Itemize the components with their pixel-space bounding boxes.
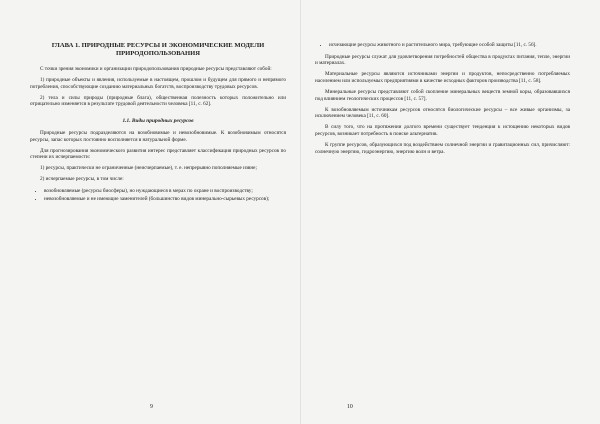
list-item: • исчезающие ресурсы животного и растительного мира, требующие особой защиты [11, с. 56].: [329, 42, 570, 49]
page-number: 10: [347, 404, 353, 410]
paragraph: 2) исчерпаемые ресурсы, в том числе:: [40, 176, 124, 183]
paragraph: 2) тела и силы природы (природные блага), общественная полезность которых положительно или отрицательно изменяется в результате трудовой деятельности человека [11, с. 62].: [30, 94, 286, 108]
list-item: • возобновляемые (ресурсы биосферы), но нуждающиеся в мерах по охране и воспроизводству;: [44, 188, 286, 195]
right-page: [300, 0, 600, 424]
bullet-list: [30, 188, 286, 203]
paragraph: Для прогнозирования экономического развития интерес представляет классификация природных ресурсов по степени их исчерпаемости:: [30, 147, 286, 161]
paragraph: Природные ресурсы подразделяются на возобновимые и невозобновимые. К возобновимым относятся ресурсы, запас которых постоянно восполняется в натуральной форме.: [30, 129, 286, 143]
paragraph: Природные ресурсы служат для удовлетворения потребностей общества в продуктах питания, тепле, энергии и материалах.: [315, 53, 570, 67]
chapter-title: ГЛАВА 1. ПРИРОДНЫЕ РЕСУРСЫ И ЭКОНОМИЧЕСКИЕ МОДЕЛИ ПРИРОДОПОЛЬЗОВАНИЯ: [51, 42, 265, 57]
paragraph: 1) ресурсы, практически не ограниченные (неисчерпаемые), т. е. непрерывно пополняемые извне;: [40, 165, 257, 172]
paragraph: Материальные ресурсы являются источниками энергии и продуктов, непосредственно потребляемых населением или используемых предприятиями в качестве исходных факторов производства [11, с. 58].: [315, 71, 570, 84]
page-number: 9: [150, 404, 153, 410]
paragraph: Минеральные ресурсы представляют собой скопление минеральных веществ земной коры, образовавшихся под влиянием геологических процессов [11, с. 57].: [315, 88, 570, 102]
bullet-list: [315, 42, 570, 49]
paragraph: В силу того, что на протяжении долгого времени существует тенденция к истощению некоторых видов ресурсов, возникает потребность в поиске альтернатив.: [315, 124, 570, 137]
paragraph: К возобновляемым источникам ресурсов относятся биологические ресурсы – все живые организмы, за исключением человека [11, с. 60].: [315, 106, 570, 120]
section-title: 1.1. Виды природных ресурсов: [122, 117, 194, 124]
paragraph: К группе ресурсов, образующихся под воздействием солнечной энергии и гравитационных сил, причисляют: солнечную энергию, гидроэнергию, энергию волн и ветра.: [315, 142, 570, 155]
list-item: • невозобновляемые и не имеющие заменителей (большинство видов минерально-сырьевых ресурсов);: [44, 196, 286, 203]
paragraph: С точки зрения экономики и организации природопользования природные ресурсы представляют собой:: [40, 66, 272, 72]
paragraph: 1) природные объекты и явления, используемые в настоящем, прошлом и будущем для прямого и непрямого потребления, способствующие созданию материальных богатств, воспроизводству трудовых ресурсов.: [30, 77, 286, 90]
